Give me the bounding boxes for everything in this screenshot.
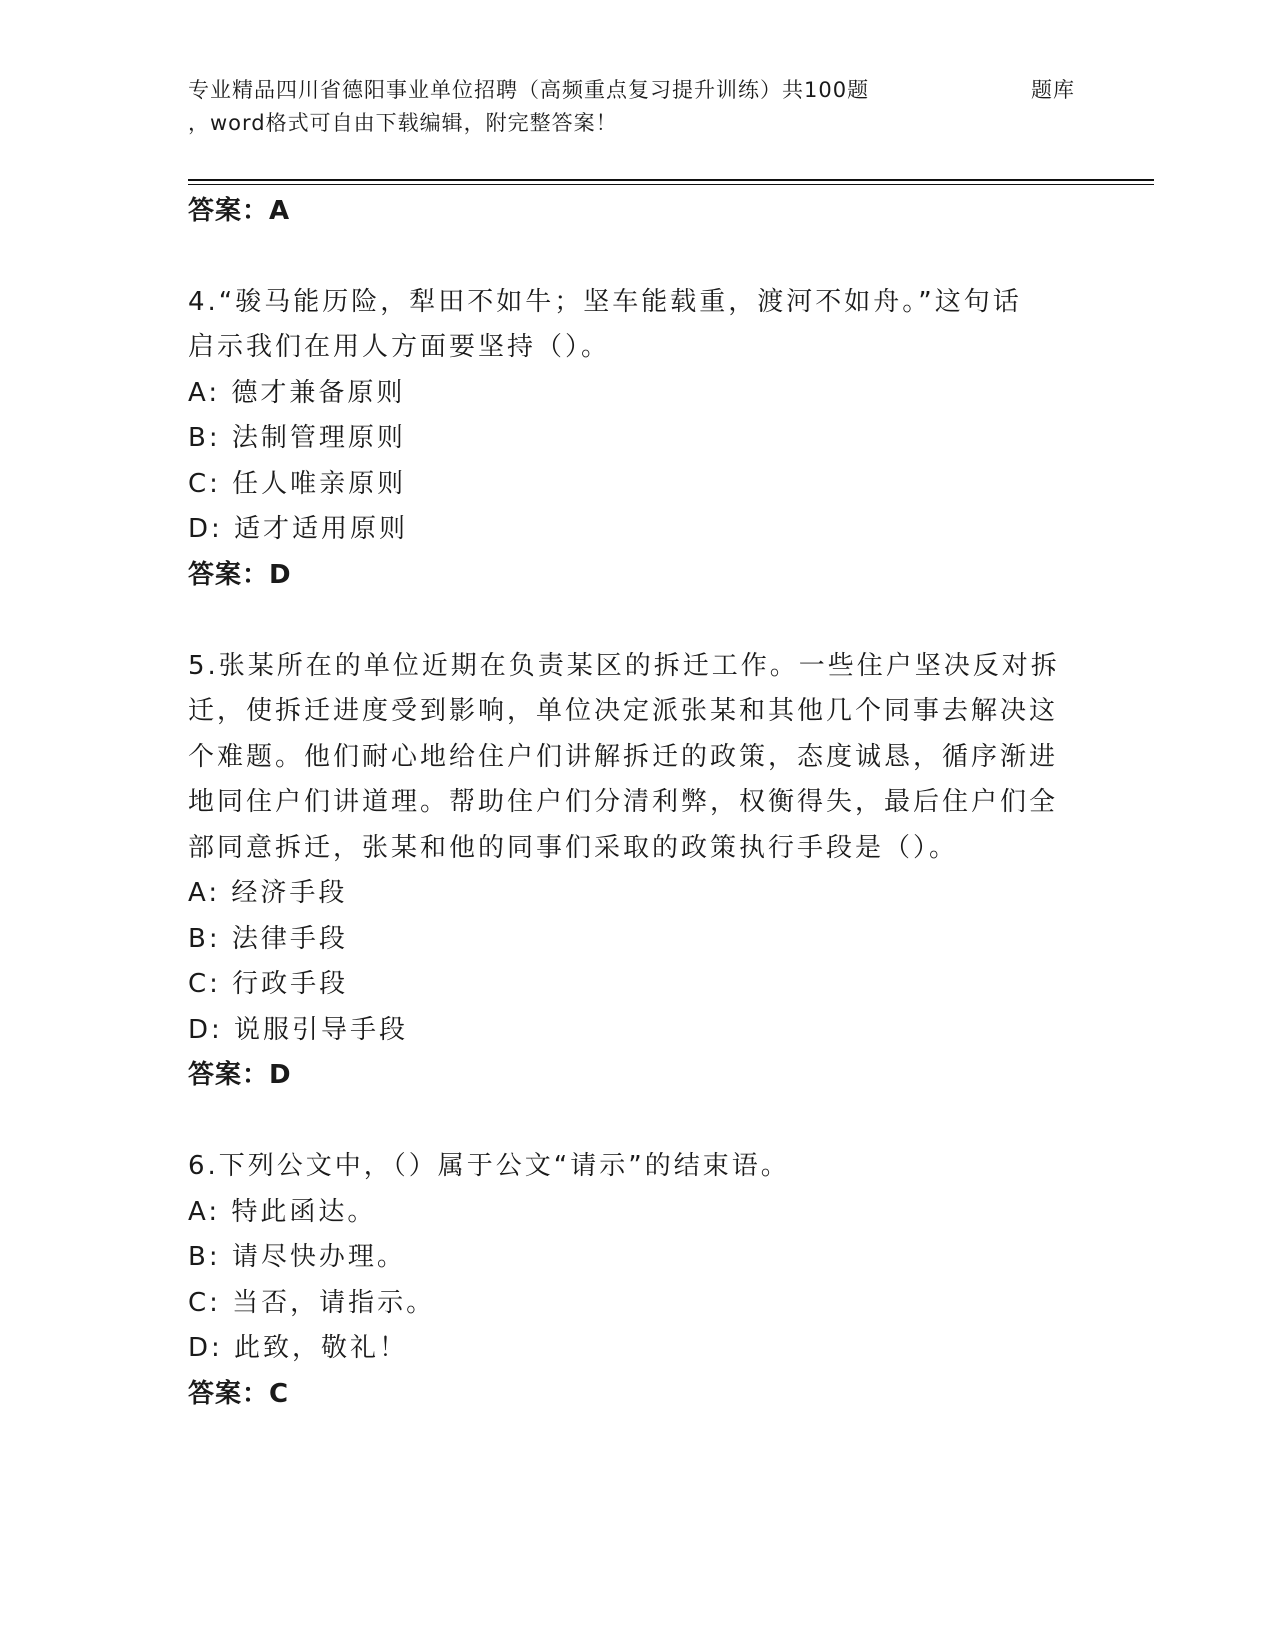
question-text-line: 5.张某所在的单位近期在负责某区的拆迁工作。一些住户坚决反对拆	[188, 650, 1060, 681]
page-header	[188, 74, 1088, 140]
question-6	[188, 1144, 1068, 1417]
option-b: B: 法律手段	[188, 923, 348, 954]
answer-line: 答案：D	[188, 559, 292, 590]
header-title: 专业精品四川省德阳事业单位招聘（高频重点复习提升训练）共100题	[188, 78, 870, 102]
option-a: A: 经济手段	[188, 878, 348, 908]
header-tag: 题库	[1031, 78, 1075, 102]
option-a: A: 特此函达。	[188, 1196, 377, 1227]
question-text-line: 个难题。他们耐心地给住户们讲解拆迁的政策，态度诚恳，循序渐进	[188, 741, 1059, 772]
spacer	[188, 1099, 1068, 1145]
question-text-line: 部同意拆迁，张某和他的同事们采取的政策执行手段是（）。	[188, 832, 959, 863]
option-d: D: 说服引导手段	[188, 1014, 409, 1045]
question-text-line: 迁，使拆迁进度受到影响，单位决定派张某和其他几个同事去解决这	[188, 696, 1059, 726]
header-rule-thick	[188, 179, 1154, 181]
answer-line: 答案：D	[188, 1060, 292, 1090]
question-text-line: 启示我们在用人方面要坚持（）。	[188, 332, 611, 362]
answer-line: 答案：C	[188, 1378, 290, 1409]
question-text-line: 地同住户们讲道理。帮助住户们分清利弊，权衡得失，最后住户们全	[188, 787, 1059, 817]
header-subtitle: ，word格式可自由下载编辑，附完整答案！	[188, 111, 618, 135]
previous-question-answer: 答案：A	[188, 196, 291, 226]
option-b: B: 法制管理原则	[188, 423, 406, 453]
header-title-line	[188, 74, 1088, 107]
option-d: D: 适才适用原则	[188, 514, 409, 544]
header-rule-thin	[188, 184, 1154, 185]
question-5	[188, 644, 1068, 1099]
option-c: C: 行政手段	[188, 969, 349, 999]
document-body	[188, 188, 1068, 1417]
option-d: D: 此致，敬礼！	[188, 1333, 409, 1363]
option-c: C: 任人唯亲原则	[188, 468, 407, 499]
question-4	[188, 280, 1068, 599]
option-c: C: 当否，请指示。	[188, 1287, 436, 1318]
spacer	[188, 598, 1068, 644]
question-text-line: 4.“骏马能历险，犁田不如牛；坚车能载重，渡河不如舟。”这句话	[188, 286, 1022, 317]
spacer	[188, 234, 1068, 280]
question-text-line: 6.下列公文中，（）属于公文“请示”的结束语。	[188, 1151, 790, 1181]
option-b: B: 请尽快办理。	[188, 1242, 406, 1272]
option-a: A: 德才兼备原则	[188, 377, 406, 408]
